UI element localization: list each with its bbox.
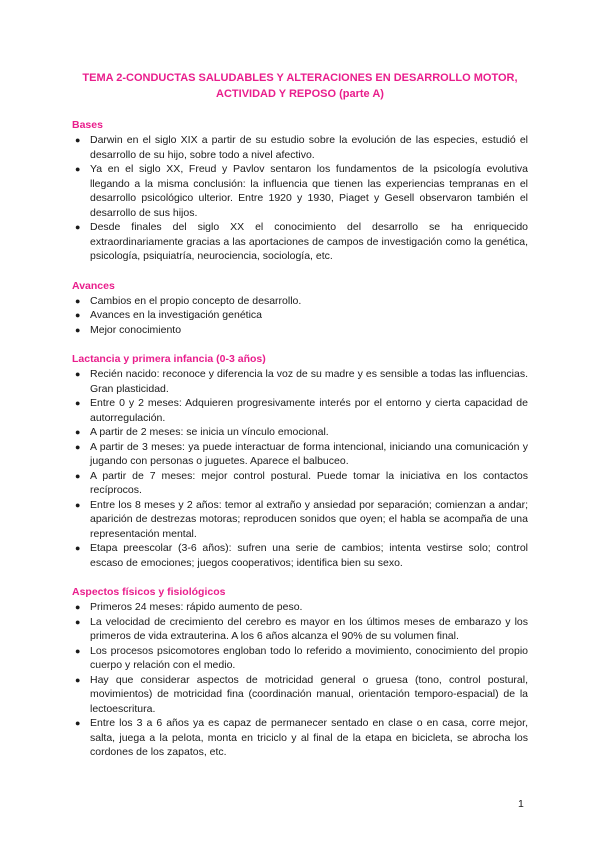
list-item: ● A partir de 7 meses: mejor control postural. Puede tomar la iniciativa en los contactos recíprocos. <box>75 469 528 496</box>
bullet-icon: ● <box>75 441 81 452</box>
bullet-icon: ● <box>75 310 81 320</box>
section-heading: Avances <box>72 279 115 292</box>
list-item: ● Avances en la investigación genética <box>75 309 263 321</box>
bullet-icon: ● <box>75 616 81 627</box>
bullet-icon: ● <box>75 295 81 306</box>
bullet-icon: ● <box>75 222 81 232</box>
list-item: ● La velocidad de crecimiento del cerebro es mayor en los últimos meses de embarazo y los primeros de vida extrauterina. A los 6 años alcanza el 90% de su volumen final. <box>75 615 528 642</box>
list-item: ● Primeros 24 meses: rápido aumento de peso. <box>75 601 303 613</box>
section-aspectos <box>72 585 528 760</box>
bullet-icon: ● <box>75 499 81 510</box>
bullet-icon: ● <box>75 645 81 656</box>
list-item: ● Hay que considerar aspectos de motricidad general o gruesa (tono, control postural, movimientos) de motricidad fina (coordinación manual, orientación temporo-espacial) de la lectoescritura. <box>75 673 528 715</box>
section-heading: Aspectos físicos y fisiológicos <box>72 586 226 598</box>
list-item: ● A partir de 2 meses: se inicia un vínculo emocional. <box>75 426 329 438</box>
section-avances <box>72 279 528 338</box>
bullet-icon: ● <box>75 718 81 728</box>
section-lactancia <box>72 352 528 570</box>
section-heading: Bases <box>72 119 103 131</box>
bullet-list <box>72 367 528 570</box>
bullet-icon: ● <box>75 543 81 553</box>
list-item: ● Recién nacido: reconoce y diferencia la voz de su madre y es sensible a todas las influencias. Gran plasticidad. <box>75 368 528 395</box>
bullet-icon: ● <box>75 398 81 408</box>
bullet-list <box>72 600 528 760</box>
bullet-list <box>72 294 528 338</box>
bullet-icon: ● <box>75 674 81 685</box>
bullet-icon: ● <box>75 470 81 481</box>
bullet-icon: ● <box>75 369 81 379</box>
list-item: ● Entre los 3 a 6 años ya es capaz de permanecer sentado en clase o en casa, corre mejor, salta, juega a la pelota, monta en triciclo y al final de la etapa en bicicleta, se abrocha los cordones de los zapatos, etc. <box>75 717 528 758</box>
section-bases <box>72 118 528 264</box>
list-item: ● Desde finales del siglo XX el conocimiento del desarrollo se ha enriquecido extraordinariamente gracias a las aportaciones de campos de investigación como la genética, psicología, psiquiatría, neurociencia, sociología, etc. <box>75 221 528 262</box>
list-item: ● A partir de 3 meses: ya puede interactuar de forma intencional, iniciando una comunicación y jugando con personas o juguetes. Aparece el balbuceo. <box>75 440 528 467</box>
bullet-icon: ● <box>75 135 81 145</box>
list-item: ● Entre los 8 meses y 2 años: temor al extraño y ansiedad por separación; comienzan a andar; aparición de destrezas motoras; reproducen sonidos que oyen; el habla se acompaña de una representación mental. <box>75 498 528 540</box>
list-item: ● Etapa preescolar (3-6 años): sufren una serie de cambios; intenta vestirse solo; control escaso de emociones; juegos cooperativos; identifica bien su sexo. <box>75 542 528 569</box>
document-page <box>72 70 528 775</box>
bullet-icon: ● <box>75 324 81 335</box>
bullet-icon: ● <box>75 602 81 612</box>
section-heading: Lactancia y primera infancia (0-3 años) <box>72 353 266 365</box>
list-item: ● Cambios en el propio concepto de desarrollo. <box>75 294 302 307</box>
bullet-icon: ● <box>75 427 81 437</box>
page-number: 1 <box>518 798 524 810</box>
list-item: ● Darwin en el siglo XIX a partir de su estudio sobre la evolución de las especies, estudió el desarrollo de su hijo, sobre todo a nivel afectivo. <box>75 134 528 161</box>
bullet-icon: ● <box>75 164 81 174</box>
bullet-list <box>72 133 528 264</box>
list-item: ● Los procesos psicomotores engloban todo lo referido a movimiento, conocimiento del propio cuerpo y relación con el medio. <box>75 644 528 671</box>
document-title: TEMA 2-CONDUCTAS SALUDABLES Y ALTERACIONES EN DESARROLLO MOTOR, ACTIVIDAD Y REPOSO (parte A) <box>82 72 518 100</box>
list-item: ● Ya en el siglo XX, Freud y Pavlov sentaron los fundamentos de la psicología evolutiva llegando a la misma conclusión: la influencia que tienen las experiencias tempranas en el desarrollo psicológico ulterior. Entre 1920 y 1930, Piaget y Gesell observaron también el desarrollo de sus hijos. <box>75 163 528 219</box>
list-item: ● Mejor conocimiento <box>75 323 182 336</box>
list-item: ● Entre 0 y 2 meses: Adquieren progresivamente interés por el entorno y cierta capacidad de autorregulación. <box>75 397 528 424</box>
